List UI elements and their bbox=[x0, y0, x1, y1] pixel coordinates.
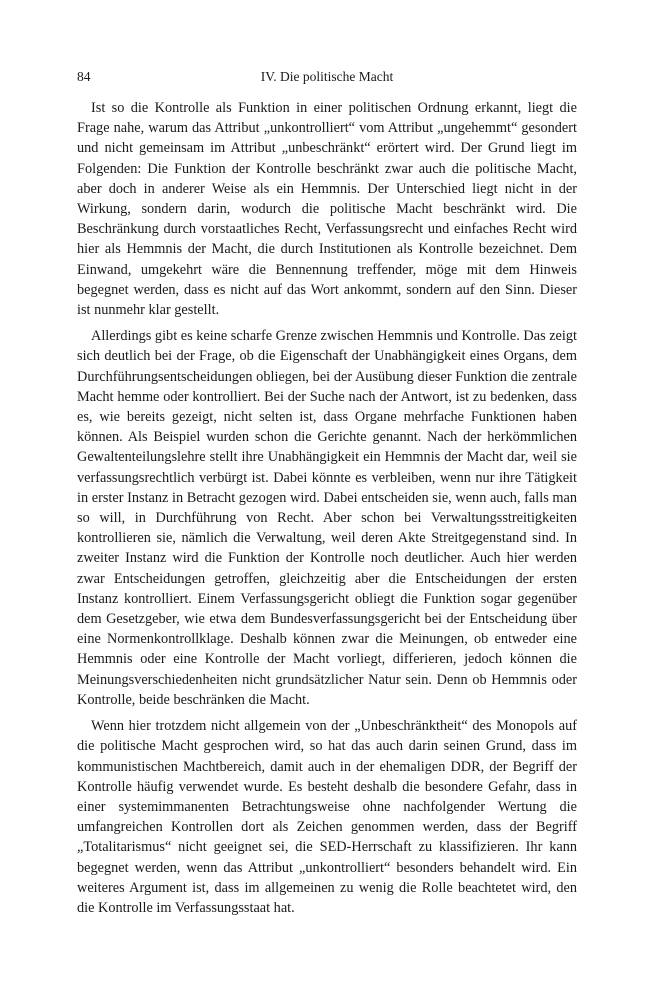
chapter-title: IV. Die politische Macht bbox=[260, 69, 394, 84]
running-head bbox=[77, 68, 577, 86]
paragraph: Wenn hier trotzdem nicht allgemein von der „Unbeschränktheit“ des Monopols auf die politische Macht gesprochen wird, so hat das auch darin seinen Grund, dass im kommunistischen Machtbereich, damit auch in der ehemaligen DDR, der Begriff der Kontrolle häufig verwendet wurde. Es besteht deshalb die besondere Gefahr, dass in einer systemimmanenten Betrachtungsweise ohne nachfolgender Wertung die umfangreichen Kontrollen dort als Zeichen genommen werden, dass der Begriff „Totalitarismus“ nicht geeignet sei, die SED-Herrschaft zu klassifizieren. Ihr kann begegnet werden, wenn das Attribut „unkontrolliert“ besonders behandelt wird. Ein weiteres Argument ist, dass im allgemeinen zu wenig die Rolle beachtetet wird, den die Kontrolle im Verfassungsstaat hat. bbox=[77, 718, 577, 916]
paragraph: Ist so die Kontrolle als Funktion in einer politischen Ordnung erkannt, liegt die Frage nahe, warum das Attribut „unkontrolliert“ vom Attribut „ungehemmt“ gesondert und nicht gemeinsam im Attribut „unbeschränkt“ erörtert wird. Der Grund liegt im Folgenden: Die Funktion der Kontrolle beschränkt zwar auch die politische Macht, aber doch in anderer Weise als ein Hemmnis. Der Unterschied liegt nicht in der Wirkung, sondern darin, wodurch die politische Macht beschränkt wird. Die Beschränkung durch vorstaatliches Recht, Verfassungsrecht und einfaches Recht wird hier als Hemmnis der Macht, die durch Institutionen als Kontrolle bezeichnet. Dem Einwand, umgekehrt wäre die Bennennung treffender, möge mit dem Hinweis begegnet werden, dass es nicht auf das Wort ankommt, sondern auf den Sinn. Dieser ist nunmehr klar gestellt. bbox=[77, 100, 577, 319]
page-number: 84 bbox=[77, 69, 91, 84]
paragraph: Allerdings gibt es keine scharfe Grenze zwischen Hemmnis und Kontrolle. Das zeigt sich deutlich bei der Frage, ob die Eigenschaft der Unabhängigkeit eines Organs, dem Durchführungsentscheidungen obliegen, bei der Ausübung dieser Funktion die zentrale Macht hemme oder kontrolliert. Bei der Suche nach der Antwort, ist zu bedenken, dass es, wie bereits gezeigt, nicht selten ist, dass Organe mehrfache Funktionen haben können. Als Beispiel wurden schon die Gerichte genannt. Nach der herkömmlichen Gewaltenteilungslehre stellt ihre Unabhängigkeit ein Hemmnis der Macht dar, weil sie verfassungsrechtlich verbürgt ist. Dabei könnte es verbleiben, wenn nur ihre Tätigkeit in erster Instanz in Betracht gezogen wird. Dabei entscheiden sie, wenn auch, falls man so will, in Durchführung von Recht. Aber schon bei Verwaltungsstreitigkeiten kontrollieren sie, nämlich die Verwaltung, weil deren Akte Streitgegenstand sind. In zweiter Instanz wird die Funktion der Kontrolle noch deutlicher. Auch hier werden zwar Entscheidungen getroffen, gleichzeitig aber die Entscheidungen der ersten Instanz kontrolliert. Einem Verfassungsgericht obliegt die Funktion sogar gegenüber dem Gesetzgeber, wie etwa dem Bundesverfassungsgericht bei der Entscheidung über eine Normenkontrollklage. Deshalb können zwar die Meinungen, ob entweder eine Hemmnis oder eine Kontrolle der Macht vorliegt, differieren, jedoch können die Meinungsverschiedenheiten nicht grundsätzlicher Natur sein. Denn ob Hemmnis oder Kontrolle, beide beschränken die Macht. bbox=[77, 328, 577, 708]
body-text bbox=[77, 98, 577, 924]
